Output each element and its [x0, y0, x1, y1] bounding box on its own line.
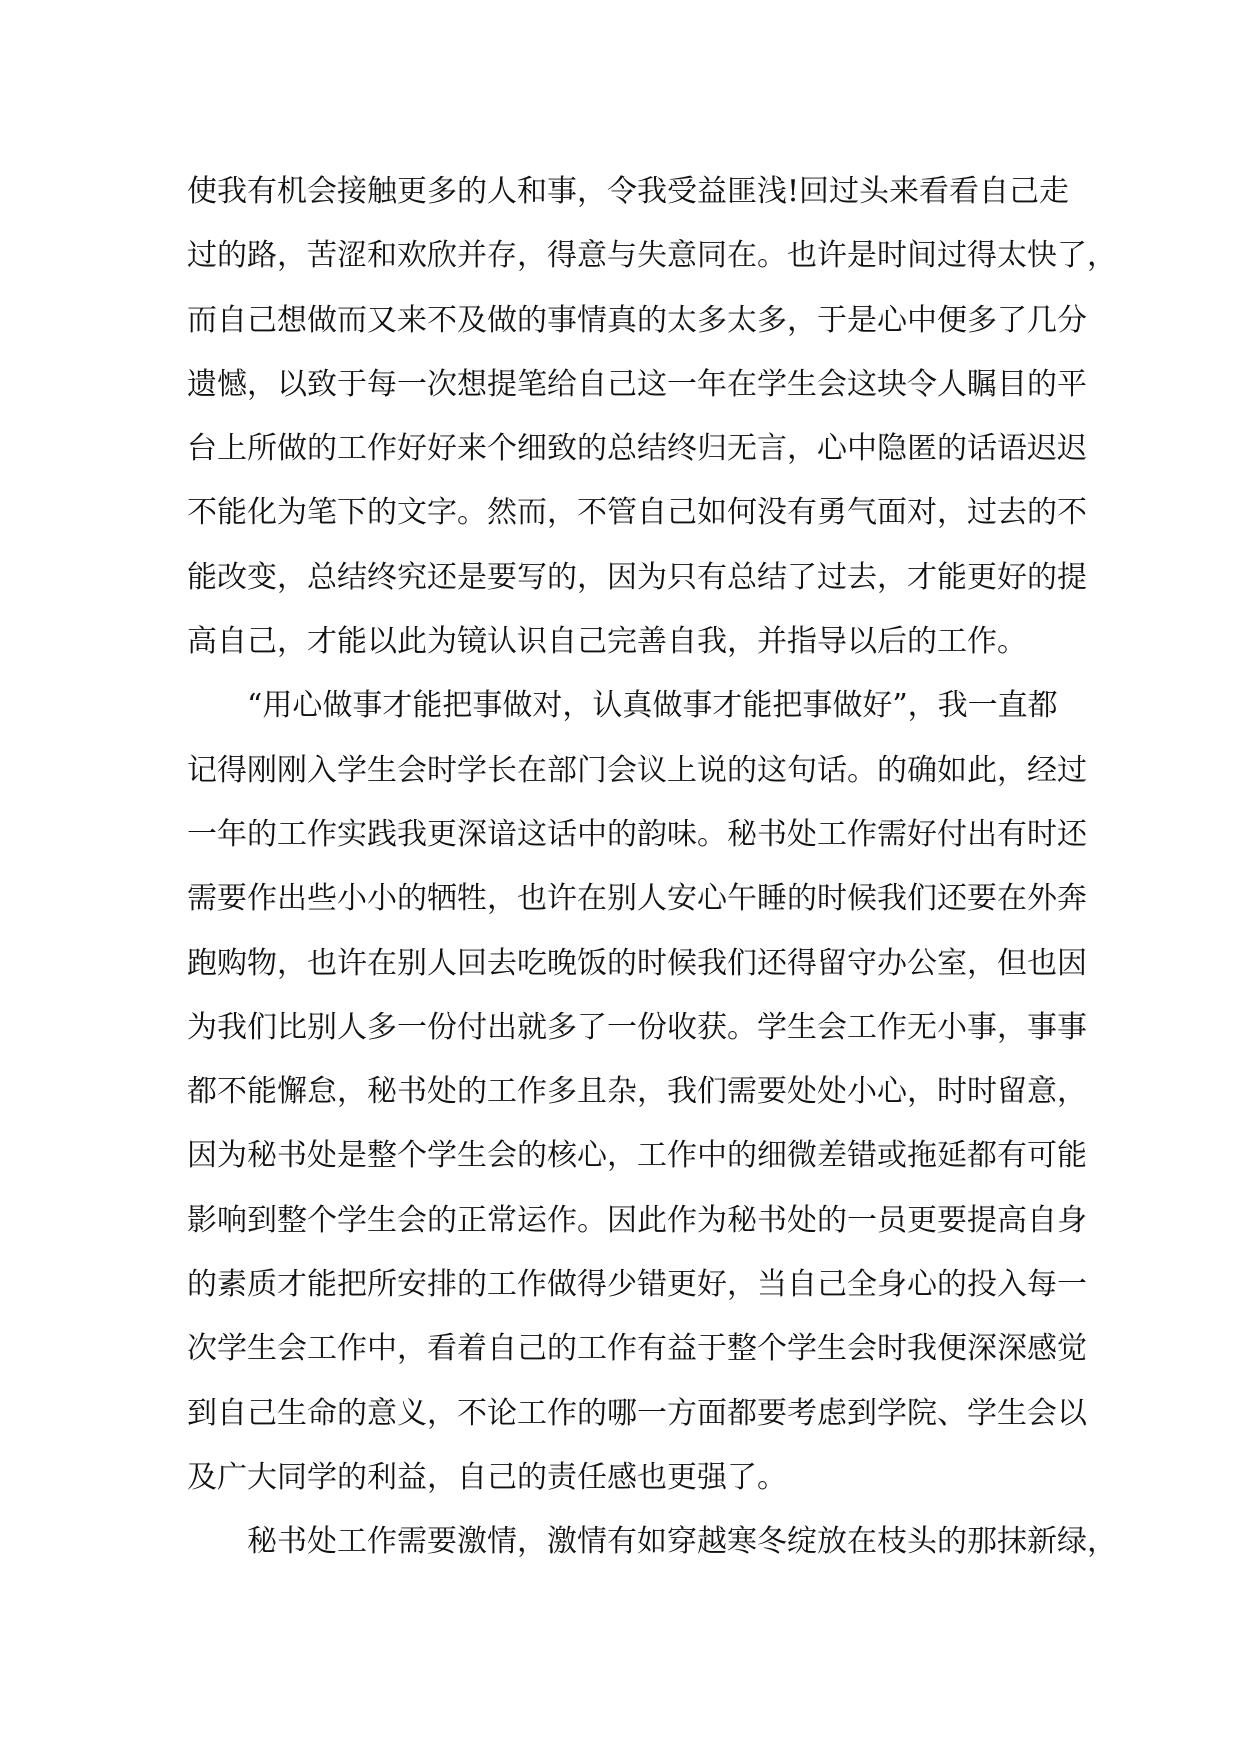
paragraph-first-line: “用心做事才能把事做对，认真做事才能把事做好”，我一直都: [247, 688, 1058, 724]
text-line: 使我有机会接触更多的人和事，令我受益匪浅!回过头来看看自己走: [187, 174, 1070, 209]
text-line: 能改变，总结终究还是要写的，因为只有总结了过去，才能更好的提: [187, 559, 1087, 595]
text-line: 一年的工作实践我更深谙这话中的韵味。秘书处工作需好付出有时还: [187, 816, 1087, 852]
text-line: 的素质才能把所安排的工作做得少错更好，当自己全身心的投入每一: [187, 1267, 1087, 1303]
text-line: 影响到整个学生会的正常运作。因此作为秘书处的一员更要提高自身: [187, 1202, 1087, 1238]
text-line: 都不能懈怠，秘书处的工作多且杂，我们需要处处小心，时时留意，: [187, 1074, 1087, 1110]
text-line: 为我们比别人多一份付出就多了一份收获。学生会工作无小事，事事: [187, 1009, 1087, 1045]
paragraph-end-line: 高自己，才能以此为镜认识自己完善自我，并指导以后的工作。: [187, 624, 1027, 660]
text-line: 过的路，苦涩和欢欣并存，得意与失意同在。也许是时间过得太快了，: [187, 238, 1117, 274]
text-line: 台上所做的工作好好来个细致的总结终归无言，心中隐匿的话语迟迟: [187, 431, 1087, 467]
text-line: 次学生会工作中，看着自己的工作有益于整个学生会时我便深深感觉: [187, 1331, 1087, 1367]
text-line: 因为秘书处是整个学生会的核心，工作中的细微差错或拖延都有可能: [187, 1138, 1087, 1174]
text-line: 跑购物，也许在别人回去吃晚饭的时候我们还得留守办公室，但也因: [187, 945, 1087, 981]
text-line: 需要作出些小小的牺牲，也许在别人安心午睡的时候我们还要在外奔: [187, 881, 1087, 917]
text-line: 到自己生命的意义，不论工作的哪一方面都要考虑到学院、学生会以: [187, 1395, 1087, 1431]
text-line: 记得刚刚入学生会时学长在部门会议上说的这句话。的确如此，经过: [187, 752, 1087, 788]
text-line: 不能化为笔下的文字。然而，不管自己如何没有勇气面对，过去的不: [187, 495, 1087, 531]
text-line: 而自己想做而又来不及做的事情真的太多太多，于是心中便多了几分: [187, 302, 1087, 338]
body-text: [187, 160, 1117, 1575]
text-line: 遗憾，以致于每一次想提笔给自己这一年在学生会这块令人瞩目的平: [187, 366, 1087, 402]
paragraph-end-line: 及广大同学的利益，自己的责任感也更强了。: [187, 1459, 787, 1495]
paragraph-first-line: 秘书处工作需要激情，激情有如穿越寒冬绽放在枝头的那抹新绿，: [247, 1524, 1117, 1560]
